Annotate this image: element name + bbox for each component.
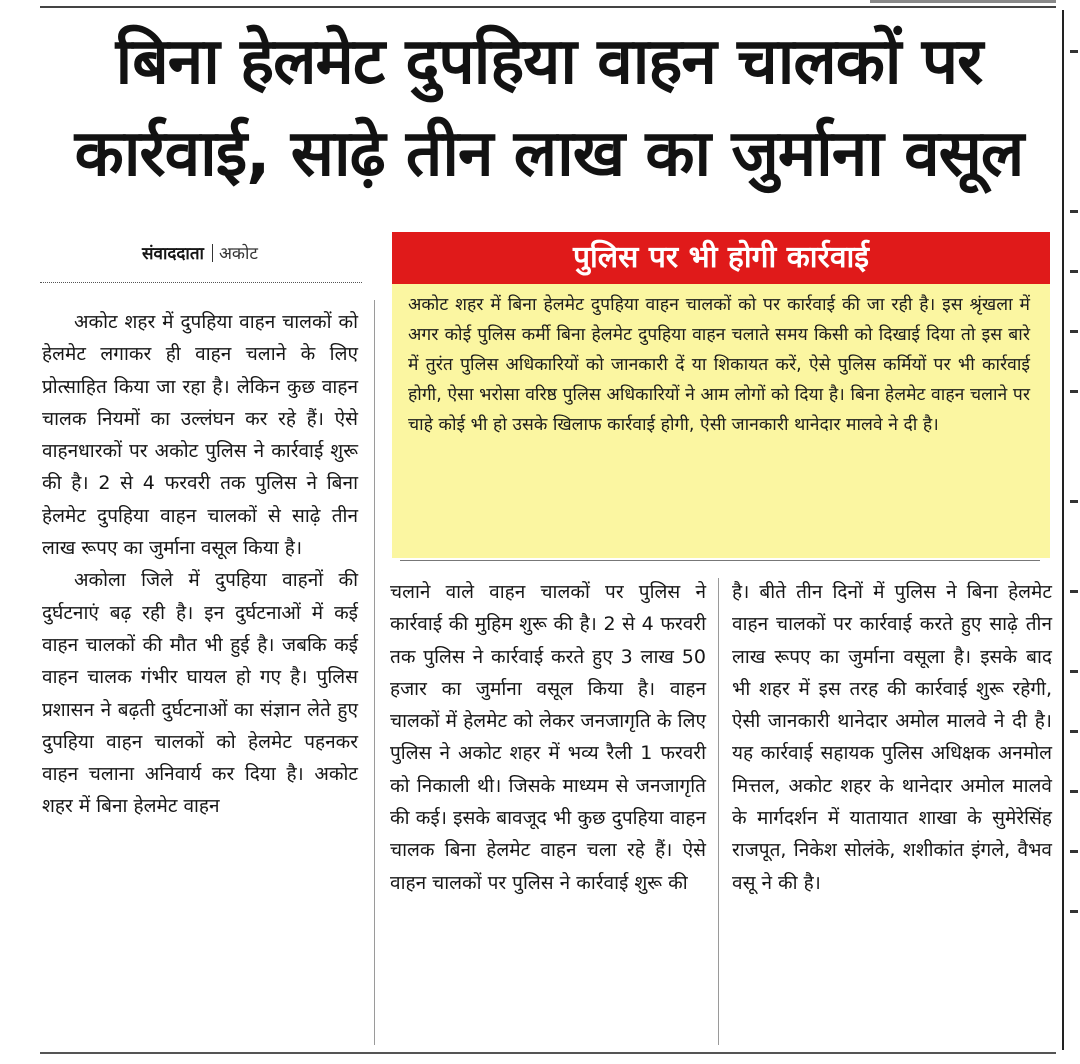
sidebar-box-title: पुलिस पर भी होगी कार्रवाई: [392, 232, 1050, 284]
article-paragraph: है। बीते तीन दिनों में पुलिस ने बिना हेलमेट वाहन चालकों पर कार्रवाई करते हुए साढ़े तीन लाख रूपए का जुर्माना वसूला है। इसके बाद भी शहर में इस तरह की कार्रवाई शुरू रहेगी, ऐसी जानकारी थानेदार अमोल मालवे ने दी है। यह कार्रवाई सहायक पुलिस अधिक्षक अनमोल मित्तल, अकोट शहर के थानेदार अमोल मालवे के मार्गदर्शन में यातायात शाखा के सुमेरेसिंह राजपूत, निकेश सोलंके, शशीकांत इंगले, वैभव वसू ने की है।: [732, 581, 1052, 894]
byline-divider: [40, 282, 362, 283]
byline: [40, 240, 360, 268]
headline-line-2: कार्रवाई, साढ़े तीन लाख का जुर्माना वसूल: [74, 117, 1024, 191]
column-divider: [374, 300, 375, 1045]
article-paragraph: अकोट शहर में दुपहिया वाहन चालकों को हेलमेट लगाकर ही वाहन चलाने के लिए प्रोत्साहित किया जा रहा है। लेकिन कुछ वाहन चालक नियमों का उल्लंघन कर रहे हैं। ऐसे वाहनधारकों पर अकोट पुलिस ने कार्रवाई शुरू की है। 2 से 4 फरवरी तक पुलिस ने बिना हेलमेट दुपहिया वाहन चालकों से साढ़े तीन लाख रूपए का जुर्माना वसूल किया है।: [42, 311, 358, 560]
adjacent-article-edge: [1066, 30, 1080, 1030]
headline-line-1: बिना हेलमेट दुपहिया वाहन चालकों पर: [115, 25, 983, 99]
sidebar-box-body: अकोट शहर में बिना हेलमेट दुपहिया वाहन चालकों को पर कार्रवाई की जा रही है। इस श्रृंखला में अगर कोई पुलिस कर्मी बिना हेलमेट दुपहिया वाहन चलाते समय किसी को दिखाई दिया तो इस बारे में तुरंत पुलिस अधिकारियों को जानकारी दें या शिकायत करें, ऐसे पुलिस कर्मियों पर भी कार्रवाई होगी, ऐसा भरोसा वरिष्ठ पुलिस अधिकारियों ने आम लोगों को दिया है। बिना हेलमेट वाहन चलाने पर चाहे कोई भी हो उसके खिलाफ कार्रवाई होगी, ऐसी जानकारी थानेदार मालवे ने दी है।: [408, 295, 1030, 435]
byline-place: अकोट: [218, 244, 258, 264]
top-border-accent: [870, 0, 1056, 3]
right-column-rule: [1062, 10, 1064, 1050]
column-divider: [718, 578, 719, 1045]
sidebar-box: [392, 232, 1050, 558]
article-paragraph: अकोला जिले में दुपहिया वाहनों की दुर्घटनाएं बढ़ रही है। इन दुर्घटनाओं में कई वाहन चालकों की मौत भी हुई है। जबकि कई वाहन चालक गंभीर घायल हो गए है। पुलिस प्रशासन ने बढ़ती दुर्घटनाओं का संज्ञान लेते हुए दुपहिया वाहन चालकों को हेलमेट पहनकर वाहन चलाना अनिवार्य कर दिया है। अकोट शहर में बिना हेलमेट वाहन: [42, 569, 358, 818]
article-column-3: [732, 576, 1052, 899]
article-column-1: [42, 306, 358, 823]
headline: [40, 16, 1058, 200]
sidebar-box-rule: [400, 560, 1040, 561]
article-paragraph: चलाने वाले वाहन चालकों पर पुलिस ने कार्रवाई की मुहिम शुरू की है। 2 से 4 फरवरी तक पुलिस ने कार्रवाई करते हुए 3 लाख 50 हजार का जुर्माना वसूल किया है। वाहन चालकों में हेलमेट को लेकर जनजागृति के लिए पुलिस ने अकोट शहर में भव्य रैली 1 फरवरी को निकाली थी। जिसके माध्यम से जनजागृति की कई। इसके बावजूद भी कुछ दुपहिया वाहन चालक बिना हेलमेट वाहन चला रहे हैं। ऐसे वाहन चालकों पर पुलिस ने कार्रवाई शुरू की: [390, 581, 706, 894]
article-column-2: [390, 576, 706, 899]
bottom-border: [40, 1052, 1056, 1054]
top-border: [40, 6, 1056, 8]
byline-name: संवाददाता: [142, 244, 204, 264]
byline-separator: [212, 244, 213, 262]
